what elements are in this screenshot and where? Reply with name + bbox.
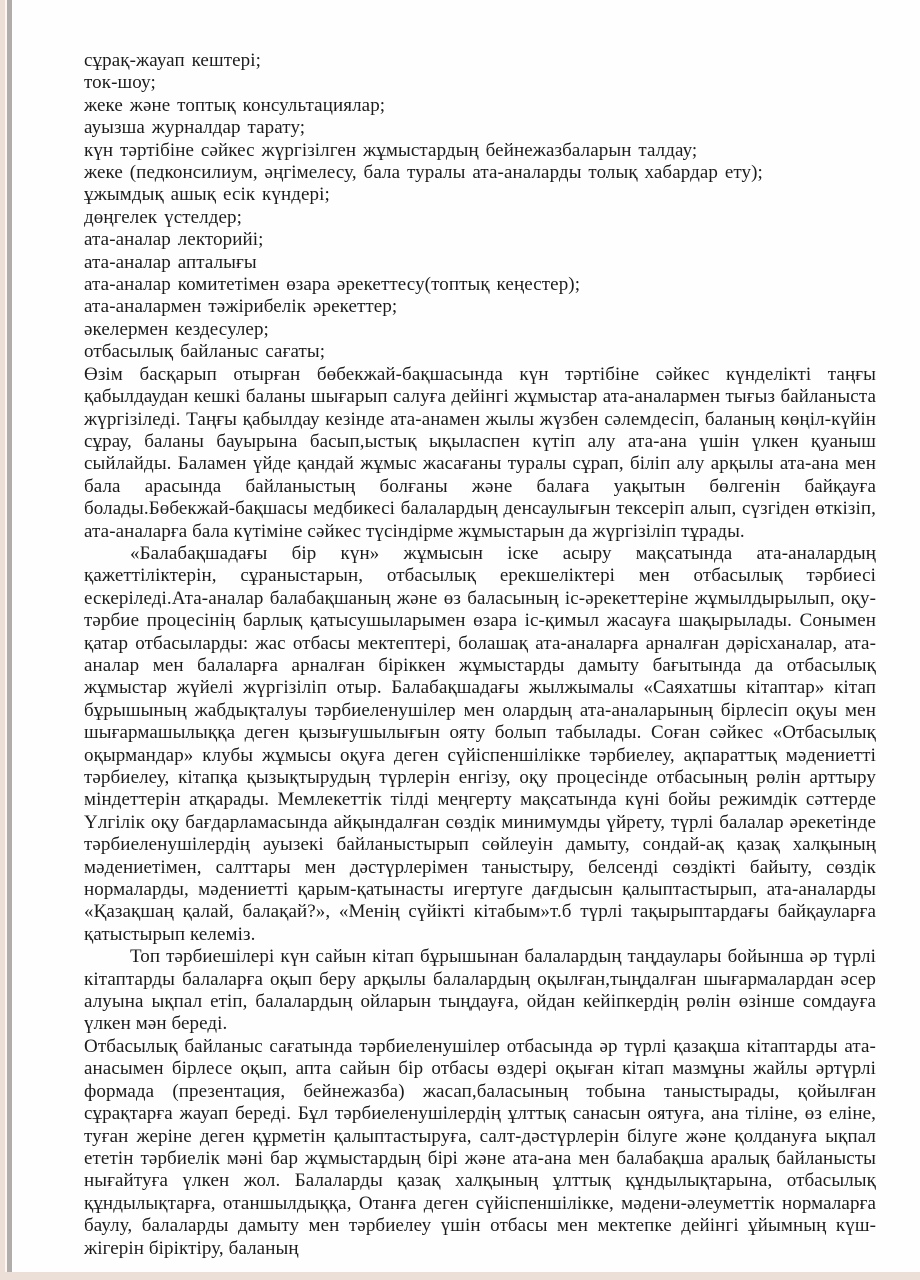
list-item: ата-аналар лекторийі;: [84, 229, 264, 251]
list-item: отбасылық байланыс сағаты;: [84, 341, 326, 363]
list-item: ауызша журналдар тарату;: [84, 117, 306, 139]
list-item: дөңгелек үстелдер;: [84, 206, 243, 228]
list-item: ата-аналармен тәжірибелік әрекеттер;: [84, 296, 398, 318]
paragraph: Өзім басқарып отырған бөбекжай-бақшасында күн тәртібіне сәйкес күнделікті таңғы қабылдаудан кешкі баланы шығарып салуға дейінгі жұмыстар ата-аналармен тығыз байланыста жүргізіледі. Таңғы қабылдау кезінде ата-анамен жылы жүзбен сәлемдесіп, баланың көңіл-күйін сұрау, баланы бауырына басып,ыстық ықыласпен күтіп алу ата-ана үшін үлкен қуаныш сыйлайды. Баламен үйде қандай жұмыс жасағаны туралы сұрап, біліп алу арқылы ата-ана мен бала арасында байланыстың болғаны және балаға уақытын бөлгенін байқауға болады.Бөбекжай-бақшасы медбикесі балалардың денсаулығын тексеріп алып, сүзгіден өткізіп, ата-аналарға бала күтіміне сәйкес түсіндірме жұмыстарын да жүргізіліп тұрады.: [84, 363, 876, 542]
list-item: әкелермен кездесулер;: [84, 318, 269, 340]
list-item: жеке және топтық консультациялар;: [84, 94, 386, 116]
list-item: жеке (педконсилиум, әңгімелесу, бала туралы ата-аналарды толық хабардар ету);: [84, 162, 763, 184]
scan-edge-bottom-pink: [0, 1272, 920, 1280]
paragraph: Топ тәрбиешілері күн сайын кітап бұрышынан балалардың таңдаулары бойынша әр түрлі кітаптарды балаларға оқып беру арқылы балалардың оқылған,тыңдалған шығармалардан әсер алуына ықпал етіп, балалардың ойларын тыңдауға, ойдан кейіпкердің рөлін өзінше сомдауға үлкен мән береді.: [84, 946, 876, 1035]
list-item: күн тәртібіне сәйкес жүргізілген жұмыстардың бейнежазбаларын талдау;: [84, 139, 698, 161]
paragraph: «Балабақшадағы бір күн» жұмысын іске асыру мақсатында ата-аналардың қажеттіліктерін, сұраныстарын, отбасылық ерекшеліктері мен отбасылық тәрбиесі ескеріледі.Ата-аналар балабақшаның және өз баласының іс-әрекеттеріне жұмылдырылып, оқу-тәрбие процесінің барлық қатысушыларымен өзара іс-қимыл жасауға шақырылады. Сонымен қатар отбасыларды: жас отбасы мектептері, болашақ ата-аналарға арналған дәрісханалар, ата-аналар мен балаларға арналған біріккен жұмыстарды дамыту бағытында да отбасылық жұмыстар жүйелі жүргізіліп отыр. Балабақшадағы жылжымалы «Саяхатшы кітаптар» кітап бұрышының жабдықталуы тәрбиеленушілер мен олардың ата-аналарының бірлесіп оқуы мен шығармашылыққа деген қызығушылығын ояту болып табылады. Соған сәйкес «Отбасылық оқырмандар» клубы жұмысы оқуға деген сүйіспеншілікке тәрбиелеу, ақпараттық мәдениетті тәрбиелеу, кітапқа қызықтырудың түрлерін енгізу, оқу процесінде отбасының рөлін арттыру міндеттерін атқарады. Мемлекеттік тілді меңгерту мақсатында күні бойы режимдік сәттерде Үлгілік оқу бағдарламасында айқындалған сөздік минимумды үйрету, түрлі балалар әрекетінде тәрбиеленушілердің ауызекі байланыстырып сөйлеуін дамыту, сондай-ақ қазақ халқының мәдениетімен, салттары мен дәстүрлерімен таныстыру, белсенді сөздікті байыту, сөздік нормаларды, мәдениетті қарым-қатынасты игертуге дағдысын қалыптастырып, ата-аналарды «Қазақшаң қалай, балақай?», «Менің сүйікті кітабым»т.б түрлі тақырыптардағы байқауларға қатыстырып келеміз.: [84, 542, 876, 945]
list-item: ұжымдық ашық есік күндері;: [84, 184, 330, 206]
list-item: ата-аналар апталығы: [84, 251, 257, 273]
paragraph: Отбасылық байланыс сағатында тәрбиеленушілер отбасында әр түрлі қазақша кітаптарды ата-анасымен бірлесе оқып, апта сайын бір отбасы өздері оқыған кітап мазмұны жайлы әртүрлі формада (презентация, бейнежазба) жасап,баласының тобына таныстырады, қойылған сұрақтарға жауап береді. Бұл тәрбиеленушілердің ұлттық санасын оятуға, ана тіліне, өз еліне, туған жеріне деген құрметін қалыптастыруға, салт-дәстүрлерін білуге және қолдануға ықпал ететін тәрбиелік мәні бар жұмыстардың бірі және ата-ана мен балабақша аралық байланысты нығайтуға үлкен жол. Балаларды қазақ халқының ұлттық құндылықтарына, отбасылық құндылықтарға, отаншылдыққа, Отанға деген сүйіспеншілікке, мәдени-әлеуметтік нормаларға баулу, балаларды дамыту мен тәрбиелеу үшін отбасы мен мектепке дейінгі ұйымның күш-жігерін біріктіру, баланың: [84, 1035, 876, 1259]
list-item: сұрақ-жауап кештері;: [84, 50, 261, 71]
scan-edge-left-gray: [7, 0, 12, 1272]
document-text-block: [84, 50, 876, 1260]
list-item: ток-шоу;: [84, 72, 156, 94]
list-item: ата-аналар комитетімен өзара әрекеттесу(топтық кеңестер);: [84, 274, 581, 296]
